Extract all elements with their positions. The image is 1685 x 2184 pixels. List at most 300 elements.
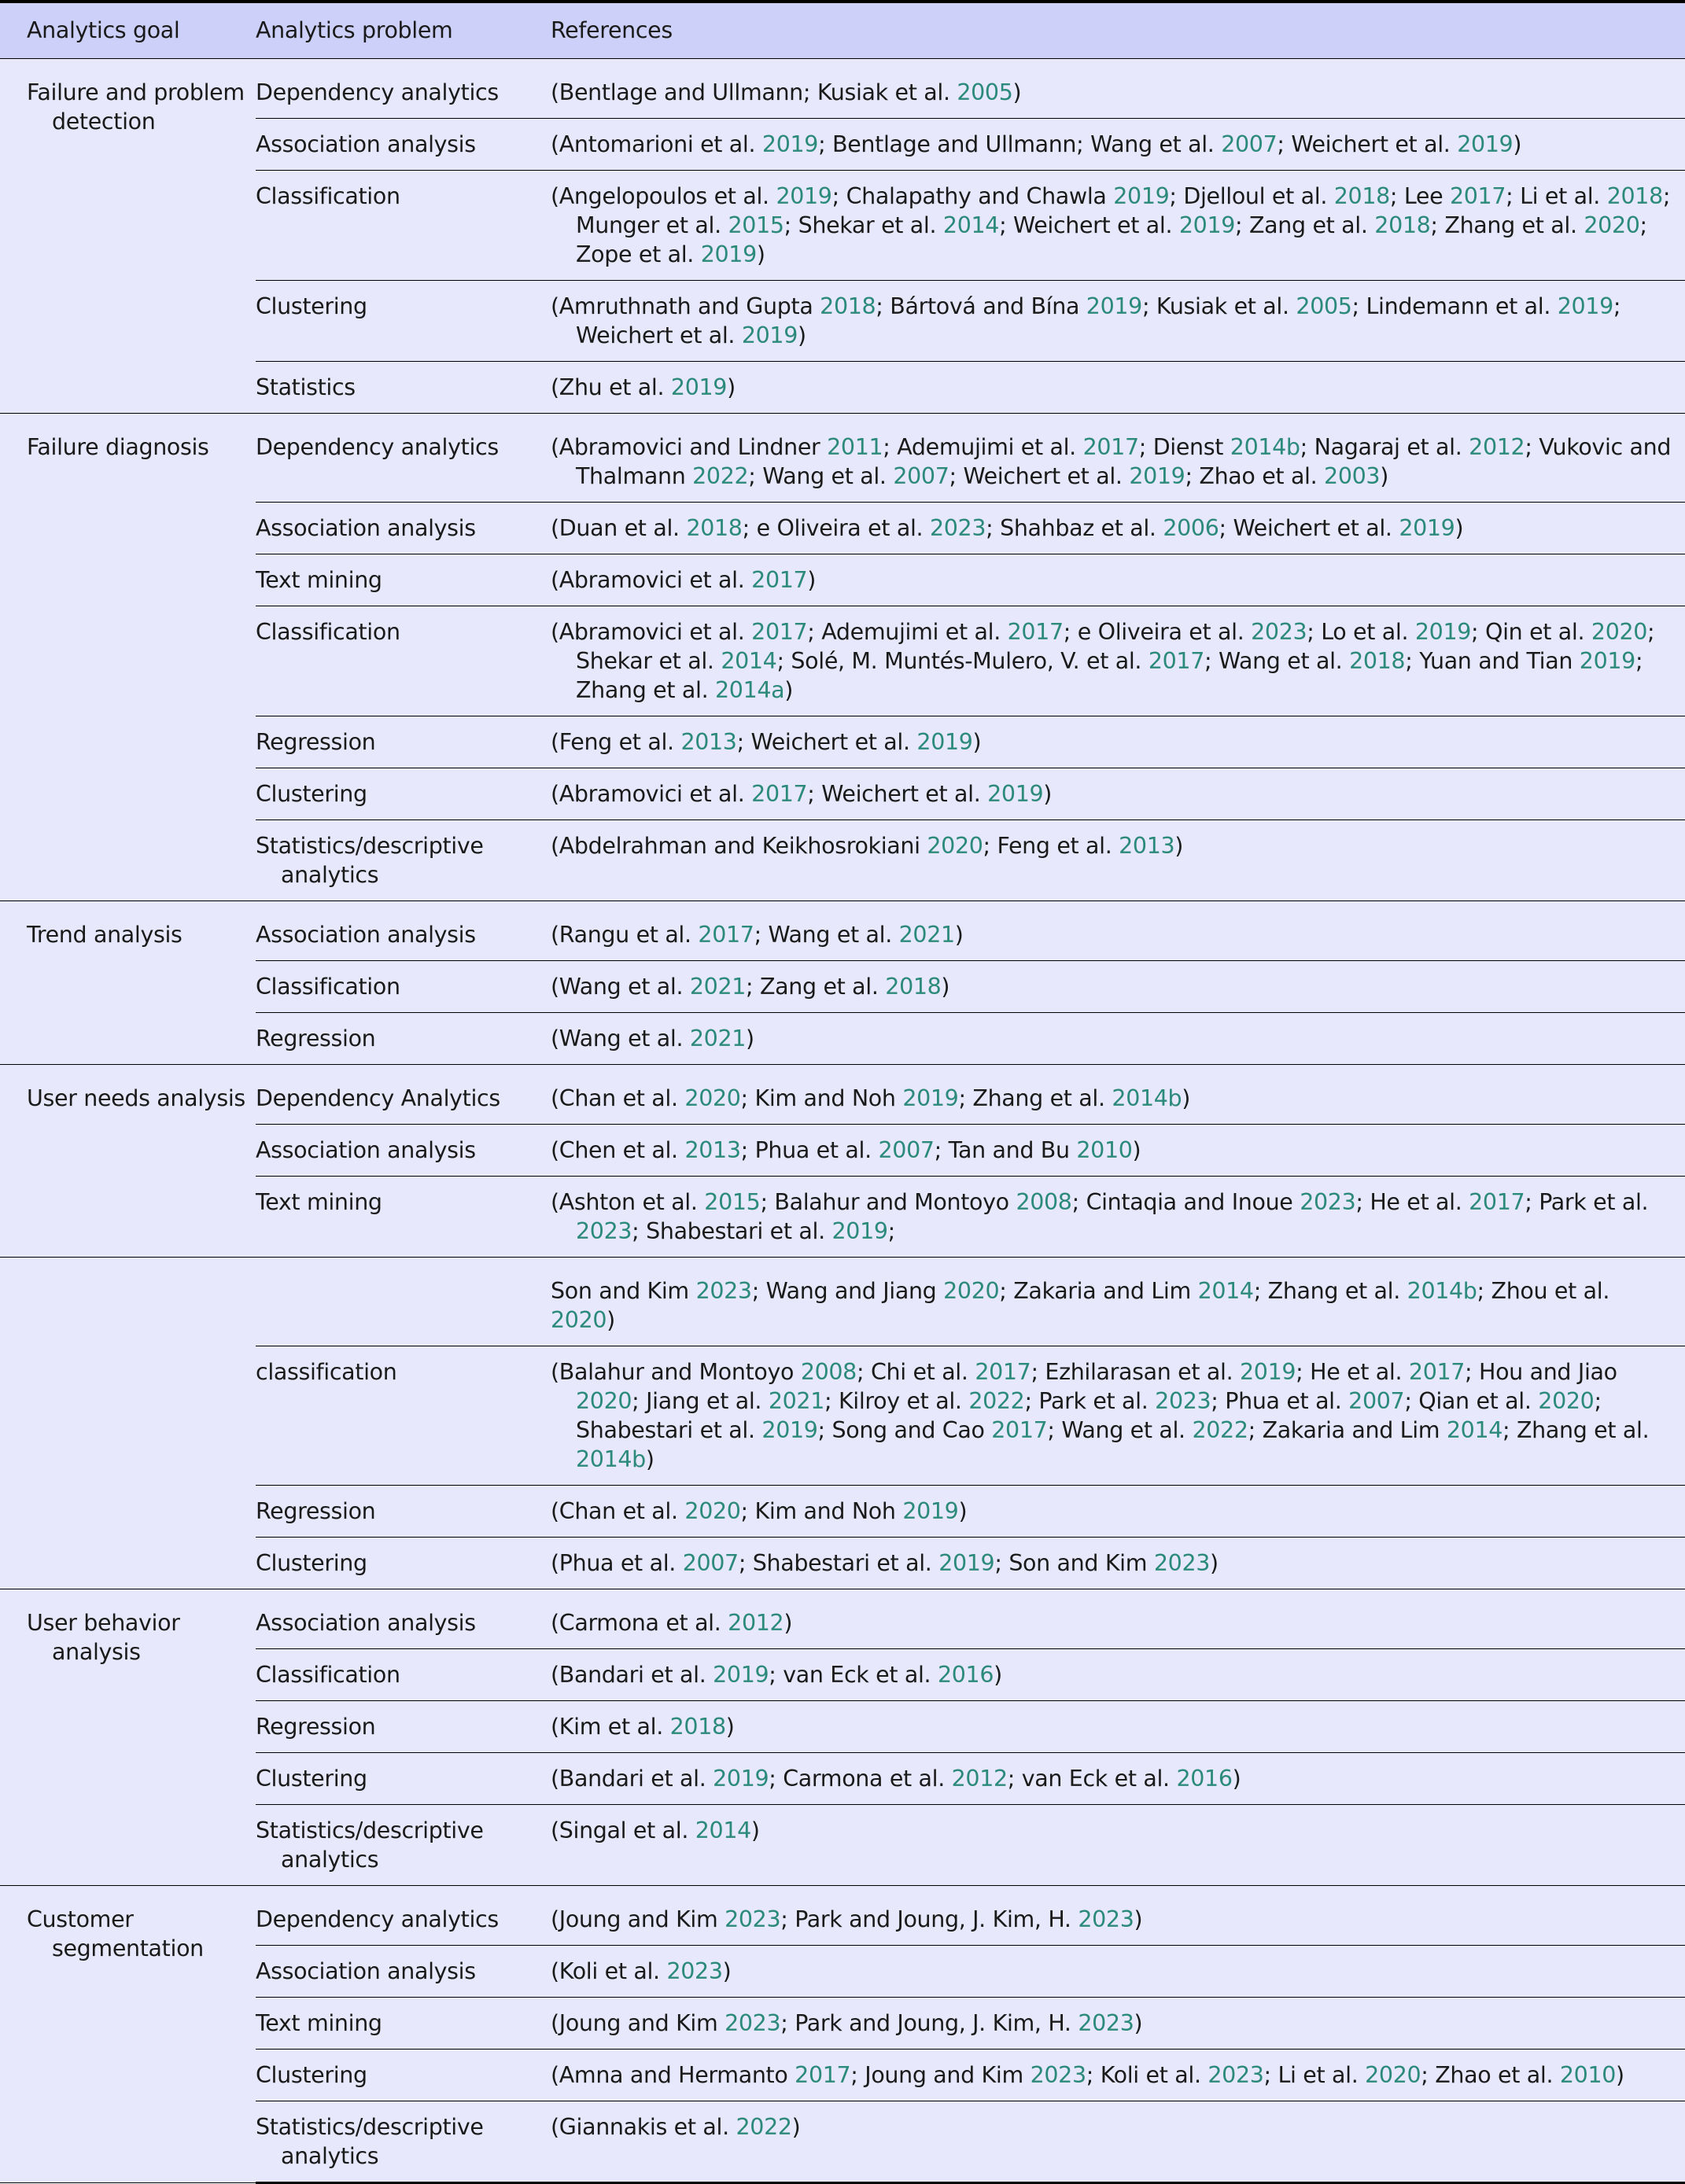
reference-year-link[interactable]: 2020 bbox=[1591, 618, 1648, 645]
reference-author: Wang et al. bbox=[762, 462, 894, 489]
reference-year-link[interactable]: 2019 bbox=[741, 322, 798, 348]
reference-author: Koli et al. bbox=[1100, 2061, 1208, 2088]
analytics-problem-cell bbox=[256, 554, 551, 606]
reference-year-link[interactable]: 2019 bbox=[1129, 462, 1185, 489]
reference-author: He et al. bbox=[1370, 1188, 1469, 1215]
reference-list: (Abramovici et al. 2017) bbox=[551, 566, 817, 593]
reference-year-link[interactable]: 2023 bbox=[1078, 2009, 1134, 2036]
reference-year-link[interactable]: 2018 bbox=[686, 514, 743, 541]
references-cell bbox=[551, 1589, 1685, 1648]
analytics-problem-cell bbox=[256, 1124, 551, 1176]
reference-year-link[interactable]: 2008 bbox=[800, 1358, 857, 1385]
reference-year-link[interactable]: 2017 bbox=[991, 1416, 1048, 1443]
reference-year-link[interactable]: 2014 bbox=[695, 1817, 751, 1843]
analytics-problem-text: classification bbox=[256, 1358, 397, 1385]
reference-year-link[interactable]: 2018 bbox=[1349, 647, 1406, 674]
reference-year-link[interactable]: 2019 bbox=[987, 780, 1044, 807]
references-cell bbox=[551, 1804, 1685, 1885]
reference-author: Shahbaz et al. bbox=[1000, 514, 1163, 541]
reference-year-link[interactable]: 2023 bbox=[1078, 1906, 1134, 1932]
reference-author: Solé, M. Muntés-Mulero, V. et al. bbox=[791, 647, 1149, 674]
reference-year-link[interactable]: 2018 bbox=[1606, 182, 1663, 209]
table-row bbox=[0, 413, 1685, 502]
analytics-problem-cell bbox=[256, 58, 551, 118]
reference-author: Amruthnath and Gupta bbox=[559, 293, 820, 319]
table-group bbox=[0, 1257, 1685, 1589]
reference-year-link[interactable]: 2007 bbox=[682, 1549, 739, 1576]
reference-year-link[interactable]: 2023 bbox=[576, 1217, 632, 1244]
reference-year-link[interactable]: 2023 bbox=[1300, 1188, 1356, 1215]
reference-list: (Kim et al. 2018) bbox=[551, 1713, 735, 1740]
reference-author: Vukovic and Thalmann bbox=[576, 433, 1672, 489]
reference-year-link[interactable]: 2013 bbox=[684, 1136, 741, 1163]
analytics-problem-cell bbox=[256, 170, 551, 280]
reference-year-link[interactable]: 2014 bbox=[1197, 1277, 1254, 1304]
reference-year-link[interactable]: 2020 bbox=[1365, 2061, 1421, 2088]
table-row bbox=[0, 1064, 1685, 1124]
reference-year-link[interactable]: 2020 bbox=[943, 1277, 1000, 1304]
analytics-problem-cell bbox=[256, 280, 551, 361]
reference-author: Weichert et al. bbox=[576, 322, 742, 348]
reference-year-link[interactable]: 2019 bbox=[776, 182, 832, 209]
analytics-problem-cell bbox=[256, 1346, 551, 1485]
reference-author: Zhao et al. bbox=[1435, 2061, 1560, 2088]
reference-author: Wang et al. bbox=[768, 921, 899, 948]
reference-year-link[interactable]: 2020 bbox=[1538, 1387, 1595, 1414]
reference-year-link[interactable]: 2020 bbox=[684, 1497, 741, 1524]
reference-year-link[interactable]: 2013 bbox=[680, 728, 737, 755]
reference-author: Park and Joung, J. Kim, H. bbox=[795, 2009, 1078, 2036]
analytics-problem-text: Association analysis bbox=[256, 1136, 476, 1163]
reference-list: (Antomarioni et al. 2019; Bentlage and Ullmann; Wang et al. 2007; Weichert et al. 2019) bbox=[551, 131, 1522, 157]
reference-author: Weichert et al. bbox=[1233, 514, 1399, 541]
analytics-problem-text: Statistics/descriptive analytics bbox=[256, 832, 484, 888]
reference-year-link[interactable]: 2019 bbox=[938, 1549, 995, 1576]
reference-year-link[interactable]: 2014b bbox=[1230, 433, 1300, 460]
reference-year-link[interactable]: 2020 bbox=[927, 832, 983, 859]
table-group bbox=[0, 1885, 1685, 2182]
references-cell bbox=[551, 1064, 1685, 1124]
reference-year-link[interactable]: 2019 bbox=[1557, 293, 1613, 319]
reference-author: Li et al. bbox=[1520, 182, 1607, 209]
reference-year-link[interactable]: 2018 bbox=[669, 1713, 726, 1740]
analytics-problem-cell bbox=[256, 1012, 551, 1064]
reference-year-link[interactable]: 2014b bbox=[1112, 1085, 1182, 1111]
analytics-problem-text: Association analysis bbox=[256, 921, 476, 948]
reference-author: Angelopoulos et al. bbox=[559, 182, 776, 209]
analytics-problem-text: Dependency Analytics bbox=[256, 1085, 500, 1111]
references-cell bbox=[551, 2101, 1685, 2182]
reference-year-link[interactable]: 2023 bbox=[1155, 1387, 1211, 1414]
reference-author: Song and Cao bbox=[831, 1416, 992, 1443]
references-cell bbox=[551, 554, 1685, 606]
reference-author: Chan et al. bbox=[559, 1085, 685, 1111]
reference-list: (Abdelrahman and Keikhosrokiani 2020; Feng et al. 2013) bbox=[551, 832, 1184, 859]
header-analytics-problem: Analytics problem bbox=[256, 2, 551, 58]
analytics-problem-text: Classification bbox=[256, 973, 400, 1000]
reference-author: Zope et al. bbox=[576, 241, 701, 267]
reference-author: Abdelrahman and Keikhosrokiani bbox=[559, 832, 927, 859]
header-references: References bbox=[551, 2, 1685, 58]
reference-year-link[interactable]: 2007 bbox=[878, 1136, 935, 1163]
reference-author: Joung and Kim bbox=[559, 1906, 725, 1932]
references-cell bbox=[551, 1176, 1685, 1257]
reference-author: Kim and Noh bbox=[754, 1497, 903, 1524]
reference-author: Wang et al. bbox=[1218, 647, 1350, 674]
reference-author: Chalapathy and Chawla bbox=[846, 182, 1114, 209]
reference-author: Munger et al. bbox=[576, 212, 728, 238]
analytics-problem-text: Statistics bbox=[256, 374, 356, 400]
reference-year-link[interactable]: 2019 bbox=[1178, 212, 1236, 238]
reference-list: (Zhu et al. 2019) bbox=[551, 374, 736, 400]
reference-year-link[interactable]: 2019 bbox=[1579, 647, 1635, 674]
reference-list: (Abramovici et al. 2017; Weichert et al. 2019) bbox=[551, 780, 1053, 807]
reference-list: (Joung and Kim 2023; Park and Joung, J. Kim, H. 2023) bbox=[551, 1906, 1143, 1932]
references-cell bbox=[551, 413, 1685, 502]
reference-author: van Eck et al. bbox=[783, 1661, 938, 1688]
analytics-problem-text: Association analysis bbox=[256, 131, 476, 157]
reference-list: (Giannakis et al. 2022) bbox=[551, 2113, 801, 2140]
analytics-problem-text: Clustering bbox=[256, 293, 367, 319]
references-cell bbox=[551, 1700, 1685, 1752]
reference-list: (Ashton et al. 2015; Balahur and Montoyo 2008; Cintaqia and Inoue 2023; He et al. 2017; Park et al. 2023; Shabestari et al. 2019; bbox=[551, 1188, 1649, 1244]
reference-year-link[interactable]: 2019 bbox=[1240, 1358, 1296, 1385]
references-cell bbox=[551, 1346, 1685, 1485]
reference-author: van Eck et al. bbox=[1021, 1765, 1177, 1792]
reference-author: Joung and Kim bbox=[559, 2009, 725, 2036]
analytics-problem-cell bbox=[256, 118, 551, 170]
reference-author: Abramovici et al. bbox=[559, 780, 752, 807]
reference-author: Shekar et al. bbox=[798, 212, 943, 238]
reference-year-link[interactable]: 2020 bbox=[551, 1306, 607, 1333]
analytics-problem-cell bbox=[256, 960, 551, 1012]
reference-year-link[interactable]: 2022 bbox=[736, 2113, 792, 2140]
reference-year-link[interactable]: 2019 bbox=[1399, 514, 1455, 541]
reference-author: Feng et al. bbox=[997, 832, 1119, 859]
reference-year-link[interactable]: 2019 bbox=[1113, 182, 1170, 209]
reference-author: Qian et al. bbox=[1418, 1387, 1539, 1414]
reference-year-link[interactable]: 2017 bbox=[751, 566, 808, 593]
reference-author: Weichert et al. bbox=[750, 728, 917, 755]
analytics-problem-text: Statistics/descriptive analytics bbox=[256, 1817, 484, 1873]
reference-year-link[interactable]: 2019 bbox=[1457, 131, 1514, 157]
reference-year-link[interactable]: 2013 bbox=[1119, 832, 1175, 859]
reference-year-link[interactable]: 2019 bbox=[916, 728, 973, 755]
references-cell bbox=[551, 1012, 1685, 1064]
reference-author: Phua et al. bbox=[754, 1136, 879, 1163]
table-group bbox=[0, 1064, 1685, 1257]
reference-year-link[interactable]: 2003 bbox=[1324, 462, 1381, 489]
reference-author: Abramovici et al. bbox=[559, 618, 752, 645]
reference-year-link[interactable]: 2005 bbox=[957, 79, 1013, 105]
reference-year-link[interactable]: 2017 bbox=[975, 1358, 1031, 1385]
reference-author: Wang et al. bbox=[559, 973, 690, 1000]
reference-year-link[interactable]: 2017 bbox=[1082, 433, 1139, 460]
reference-author: Phua et al. bbox=[559, 1549, 683, 1576]
reference-year-link[interactable]: 2015 bbox=[704, 1188, 761, 1215]
reference-author: Lo et al. bbox=[1321, 618, 1415, 645]
reference-year-link[interactable]: 2017 bbox=[698, 921, 754, 948]
reference-year-link[interactable]: 2023 bbox=[725, 1906, 781, 1932]
reference-year-link[interactable]: 2022 bbox=[692, 462, 749, 489]
reference-year-link[interactable]: 2007 bbox=[1221, 131, 1278, 157]
reference-author: Djelloul et al. bbox=[1183, 182, 1334, 209]
reference-year-link[interactable]: 2010 bbox=[1076, 1136, 1133, 1163]
analytics-problem-cell bbox=[256, 1485, 551, 1537]
header-analytics-goal: Analytics goal bbox=[0, 2, 256, 58]
analytics-problem-text: Dependency analytics bbox=[256, 433, 499, 460]
reference-year-link[interactable]: 2017 bbox=[1148, 647, 1204, 674]
table-group bbox=[0, 1589, 1685, 1885]
analytics-problem-cell bbox=[256, 1257, 551, 1346]
reference-year-link[interactable]: 2014 bbox=[942, 212, 1000, 238]
reference-author: Son and Kim bbox=[551, 1277, 696, 1304]
reference-year-link[interactable]: 2022 bbox=[968, 1387, 1025, 1414]
reference-author: Son and Kim bbox=[1008, 1549, 1154, 1576]
reference-author: Shekar et al. bbox=[576, 647, 721, 674]
table-row bbox=[0, 1257, 1685, 1346]
reference-author: Cintaqia and Inoue bbox=[1086, 1188, 1300, 1215]
table-row bbox=[0, 1589, 1685, 1648]
reference-year-link[interactable]: 2014 bbox=[1446, 1416, 1503, 1443]
reference-author: Li et al. bbox=[1278, 2061, 1366, 2088]
reference-list: (Chen et al. 2013; Phua et al. 2007; Tan and Bu 2010) bbox=[551, 1136, 1141, 1163]
analytics-goal-cell bbox=[0, 413, 256, 900]
analytics-problem-cell bbox=[256, 361, 551, 413]
reference-author: Abramovici and Lindner bbox=[559, 433, 828, 460]
reference-author: Park and Joung, J. Kim, H. bbox=[795, 1906, 1078, 1932]
reference-author: He et al. bbox=[1310, 1358, 1409, 1385]
header-row bbox=[0, 2, 1685, 58]
reference-year-link[interactable]: 2021 bbox=[689, 1025, 747, 1051]
reference-year-link[interactable]: 2020 bbox=[684, 1085, 741, 1111]
reference-year-link[interactable]: 2023 bbox=[666, 1957, 723, 1984]
analytics-problem-text: Dependency analytics bbox=[256, 79, 499, 105]
analytics-problem-cell bbox=[256, 1945, 551, 1997]
reference-year-link[interactable]: 2011 bbox=[827, 433, 883, 460]
reference-author: Kilroy et al. bbox=[838, 1387, 969, 1414]
reference-list: (Duan et al. 2018; e Oliveira et al. 2023; Shahbaz et al. 2006; Weichert et al. 2019) bbox=[551, 514, 1464, 541]
analytics-problem-cell bbox=[256, 2049, 551, 2101]
reference-author: Zhang et al. bbox=[972, 1085, 1112, 1111]
analytics-goal-text: User needs analysis bbox=[27, 1085, 245, 1111]
reference-year-link[interactable]: 2019 bbox=[713, 1765, 769, 1792]
reference-year-link[interactable]: 2007 bbox=[1348, 1387, 1405, 1414]
reference-author: Bentlage and Ullmann; Kusiak et al. bbox=[559, 79, 957, 105]
reference-year-link[interactable]: 2017 bbox=[1408, 1358, 1466, 1385]
reference-year-link[interactable]: 2012 bbox=[951, 1765, 1008, 1792]
analytics-goal-text: Failure and problem detection bbox=[27, 79, 245, 134]
reference-author: Hou and Jiao bbox=[1479, 1358, 1617, 1385]
analytics-goal-cell bbox=[0, 900, 256, 1064]
analytics-problem-cell bbox=[256, 1176, 551, 1257]
reference-year-link[interactable]: 2019 bbox=[670, 374, 728, 400]
reference-year-link[interactable]: 2023 bbox=[725, 2009, 781, 2036]
analytics-problem-text: Regression bbox=[256, 1713, 376, 1740]
reference-author: Shabestari et al. bbox=[576, 1416, 762, 1443]
reference-year-link[interactable]: 2023 bbox=[1153, 1549, 1211, 1576]
reference-author: Balahur and Montoyo bbox=[774, 1188, 1016, 1215]
reference-author: Weichert et al. bbox=[821, 780, 988, 807]
analytics-problem-text: Dependency analytics bbox=[256, 1906, 499, 1932]
reference-author: Antomarioni et al. bbox=[559, 131, 762, 157]
references-cell bbox=[551, 960, 1685, 1012]
references-cell bbox=[551, 118, 1685, 170]
reference-year-link[interactable]: 2018 bbox=[885, 973, 942, 1000]
reference-year-link[interactable]: 2017 bbox=[1449, 182, 1506, 209]
references-cell bbox=[551, 58, 1685, 118]
analytics-problem-text: Regression bbox=[256, 1025, 376, 1051]
reference-year-link[interactable]: 2014b bbox=[576, 1446, 646, 1472]
reference-year-link[interactable]: 2021 bbox=[898, 921, 955, 948]
reference-author: Chan et al. bbox=[559, 1497, 685, 1524]
reference-author: Balahur and Montoyo bbox=[559, 1358, 801, 1385]
reference-year-link[interactable]: 2023 bbox=[1251, 618, 1307, 645]
analytics-problem-cell bbox=[256, 606, 551, 716]
reference-year-link[interactable]: 2023 bbox=[1208, 2061, 1264, 2088]
analytics-problem-cell bbox=[256, 1064, 551, 1124]
analytics-problem-cell bbox=[256, 1752, 551, 1804]
analytics-problem-text: Classification bbox=[256, 1661, 400, 1688]
table-row bbox=[0, 58, 1685, 118]
reference-year-link[interactable]: 2015 bbox=[728, 212, 784, 238]
analytics-problem-cell bbox=[256, 1997, 551, 2049]
references-cell bbox=[551, 1885, 1685, 1945]
analytics-problem-cell bbox=[256, 1700, 551, 1752]
reference-author: Weichert et al. bbox=[963, 462, 1130, 489]
reference-author: Zang et al. bbox=[760, 973, 886, 1000]
reference-author: Zakaria and Lim bbox=[1262, 1416, 1447, 1443]
reference-author: Singal et al. bbox=[559, 1817, 695, 1843]
reference-author: Dienst bbox=[1152, 433, 1230, 460]
reference-author: Bandari et al. bbox=[559, 1765, 713, 1792]
references-cell bbox=[551, 1537, 1685, 1589]
analytics-goal-text: Customer segmentation bbox=[27, 1906, 204, 1961]
reference-list: (Singal et al. 2014) bbox=[551, 1817, 760, 1843]
reference-year-link[interactable]: 2020 bbox=[576, 1387, 632, 1414]
analytics-problem-cell bbox=[256, 413, 551, 502]
reference-author: Bandari et al. bbox=[559, 1661, 713, 1688]
reference-list: (Wang et al. 2021; Zang et al. 2018) bbox=[551, 973, 950, 1000]
reference-year-link[interactable]: 2020 bbox=[1584, 212, 1640, 238]
reference-year-link[interactable]: 2010 bbox=[1559, 2061, 1617, 2088]
reference-year-link[interactable]: 2016 bbox=[1176, 1765, 1233, 1792]
reference-year-link[interactable]: 2017 bbox=[1007, 618, 1064, 645]
reference-year-link[interactable]: 2017 bbox=[1469, 1188, 1525, 1215]
references-cell bbox=[551, 2049, 1685, 2101]
reference-author: Rangu et al. bbox=[559, 921, 699, 948]
analytics-problem-text: Clustering bbox=[256, 2061, 367, 2088]
reference-author: e Oliveira et al. bbox=[1077, 618, 1252, 645]
analytics-problem-text: Association analysis bbox=[256, 1609, 476, 1636]
analytics-problem-text: Clustering bbox=[256, 1765, 367, 1792]
references-cell bbox=[551, 170, 1685, 280]
reference-year-link[interactable]: 2019 bbox=[1086, 293, 1142, 319]
reference-year-link[interactable]: 2023 bbox=[1030, 2061, 1086, 2088]
reference-author: Koli et al. bbox=[559, 1957, 667, 1984]
reference-author: Carmona et al. bbox=[559, 1609, 728, 1636]
analytics-goal-cell bbox=[0, 58, 256, 413]
reference-year-link[interactable]: 2017 bbox=[795, 2061, 851, 2088]
reference-year-link[interactable]: 2018 bbox=[1333, 182, 1390, 209]
reference-year-link[interactable]: 2007 bbox=[893, 462, 949, 489]
reference-list: (Abramovici et al. 2017; Ademujimi et al. 2017; e Oliveira et al. 2023; Lo et al. 2019; Qin et al. 2020; Shekar et al. 2014; Solé, M. Muntés-Mulero, V. et al. 2017; Wang et al. 2018; Yuan and Tian 2019; Zhang et al. 2014a) bbox=[551, 618, 1655, 703]
reference-year-link[interactable]: 2023 bbox=[929, 514, 986, 541]
reference-year-link[interactable]: 2021 bbox=[689, 973, 747, 1000]
reference-year-link[interactable]: 2016 bbox=[937, 1661, 994, 1688]
analytics-problem-text: Statistics/descriptive analytics bbox=[256, 2113, 484, 2169]
reference-year-link[interactable]: 2019 bbox=[1414, 618, 1472, 645]
analytics-goal-cell bbox=[0, 1064, 256, 1257]
reference-year-link[interactable]: 2018 bbox=[1374, 212, 1431, 238]
references-cell bbox=[551, 1485, 1685, 1537]
reference-year-link[interactable]: 2017 bbox=[751, 618, 808, 645]
reference-list: (Rangu et al. 2017; Wang et al. 2021) bbox=[551, 921, 964, 948]
reference-author: Ademujimi et al. bbox=[821, 618, 1008, 645]
references-cell bbox=[551, 1124, 1685, 1176]
reference-year-link[interactable]: 2006 bbox=[1163, 514, 1219, 541]
reference-author: Lee bbox=[1403, 182, 1450, 209]
reference-year-link[interactable]: 2018 bbox=[820, 293, 876, 319]
reference-list: (Bandari et al. 2019; Carmona et al. 2012; van Eck et al. 2016) bbox=[551, 1765, 1241, 1792]
reference-year-link[interactable]: 2014a bbox=[715, 676, 785, 703]
reference-year-link[interactable]: 2021 bbox=[768, 1387, 824, 1414]
analytics-goal-text: Failure diagnosis bbox=[27, 433, 209, 460]
references-cell bbox=[551, 502, 1685, 554]
analytics-problem-cell bbox=[256, 1885, 551, 1945]
references-cell bbox=[551, 1752, 1685, 1804]
reference-year-link[interactable]: 2017 bbox=[751, 780, 808, 807]
references-cell bbox=[551, 1997, 1685, 2049]
reference-author: Zhang et al. bbox=[1444, 212, 1584, 238]
references-cell bbox=[551, 900, 1685, 960]
analytics-problem-text: Clustering bbox=[256, 1549, 367, 1576]
reference-year-link[interactable]: 2019 bbox=[761, 1416, 818, 1443]
reference-year-link[interactable]: 2019 bbox=[831, 1217, 888, 1244]
reference-author: Bentlage and Ullmann; Wang et al. bbox=[832, 131, 1222, 157]
reference-year-link[interactable]: 2012 bbox=[1469, 433, 1525, 460]
reference-author: Carmona et al. bbox=[783, 1765, 952, 1792]
reference-year-link[interactable]: 2019 bbox=[713, 1661, 769, 1688]
analytics-problem-cell bbox=[256, 1804, 551, 1885]
reference-year-link[interactable]: 2008 bbox=[1016, 1188, 1072, 1215]
analytics-problem-cell bbox=[256, 1648, 551, 1700]
reference-list: (Angelopoulos et al. 2019; Chalapathy and Chawla 2019; Djelloul et al. 2018; Lee 2017; Li et al. 2018; Munger et al. 2015; Shekar et al. 2014; Weichert et al. 2019; Zang et al. 2018; Zhang et al. 2020; Zope et al. 2019) bbox=[551, 182, 1671, 267]
reference-year-link[interactable]: 2022 bbox=[1192, 1416, 1248, 1443]
reference-year-link[interactable]: 2014 bbox=[721, 647, 777, 674]
reference-author: Zhou et al. bbox=[1491, 1277, 1610, 1304]
reference-list: (Feng et al. 2013; Weichert et al. 2019) bbox=[551, 728, 982, 755]
table-group bbox=[0, 413, 1685, 900]
reference-year-link[interactable]: 2019 bbox=[902, 1085, 959, 1111]
reference-year-link[interactable]: 2012 bbox=[728, 1609, 784, 1636]
analytics-problem-text: Text mining bbox=[256, 1188, 382, 1215]
reference-year-link[interactable]: 2023 bbox=[695, 1277, 752, 1304]
references-cell bbox=[551, 819, 1685, 900]
reference-year-link[interactable]: 2019 bbox=[902, 1497, 959, 1524]
reference-author: e Oliveira et al. bbox=[756, 514, 930, 541]
reference-year-link[interactable]: 2014b bbox=[1407, 1277, 1477, 1304]
reference-year-link[interactable]: 2019 bbox=[700, 241, 757, 267]
analytics-problem-cell bbox=[256, 819, 551, 900]
reference-year-link[interactable]: 2005 bbox=[1296, 293, 1352, 319]
analytics-goal-cell bbox=[0, 1589, 256, 1885]
table-row bbox=[0, 900, 1685, 960]
analytics-problem-text: Text mining bbox=[256, 566, 382, 593]
reference-year-link[interactable]: 2019 bbox=[761, 131, 819, 157]
reference-author: Zhao et al. bbox=[1199, 462, 1325, 489]
analytics-problem-cell bbox=[256, 1589, 551, 1648]
